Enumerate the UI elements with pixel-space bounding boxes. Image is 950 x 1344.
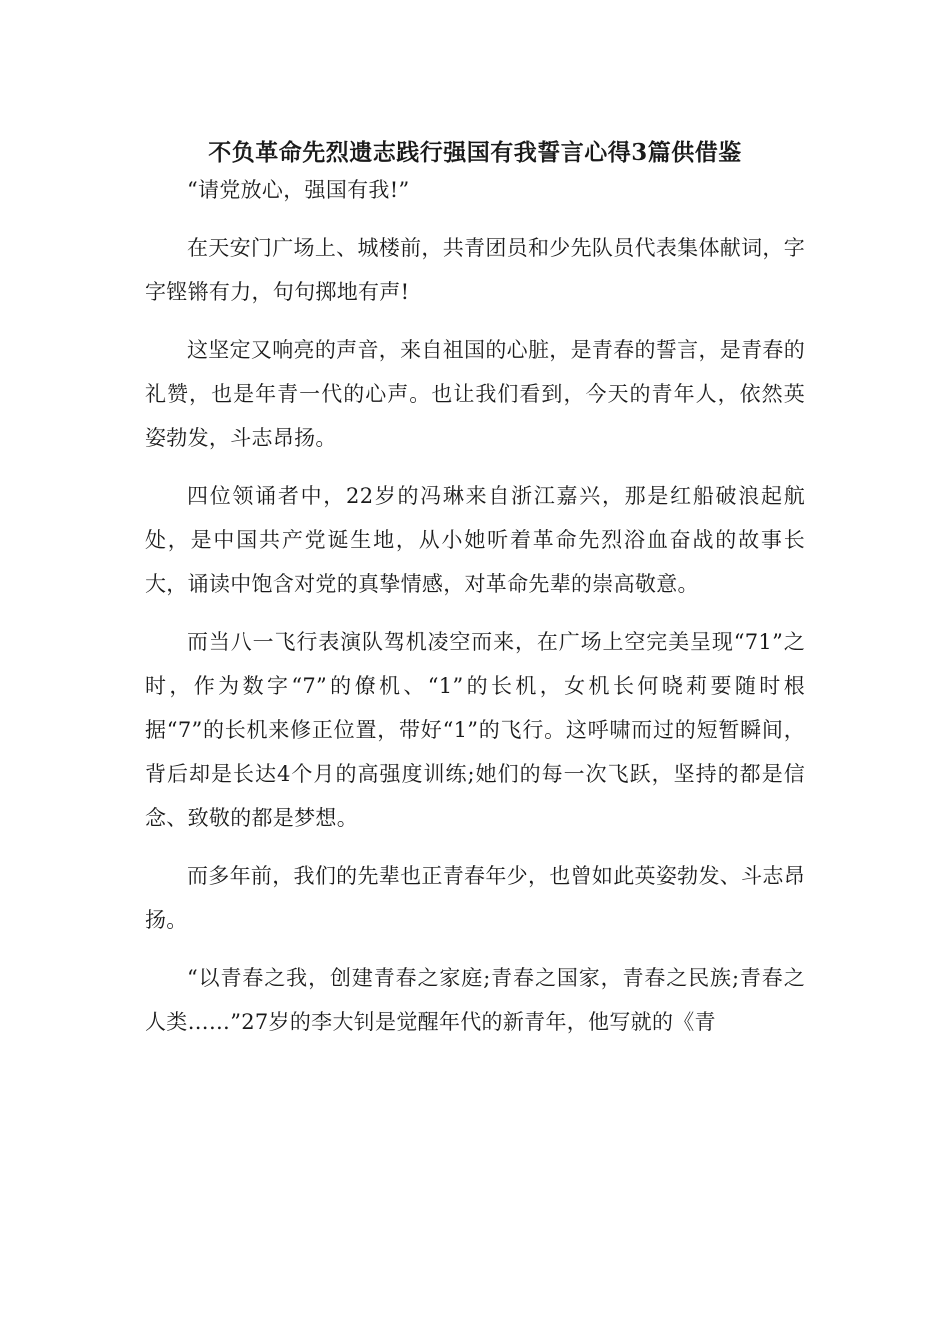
document-body [145, 168, 805, 1044]
paragraph: 在天安门广场上、城楼前，共青团员和少先队员代表集体献词，字字铿锵有力，句句掷地有声! [145, 236, 805, 304]
paragraph: “请党放心，强国有我!” [187, 178, 410, 202]
paragraph: 这坚定又响亮的声音，来自祖国的心脏，是青春的誓言，是青春的礼赞，也是年青一代的心声。也让我们看到，今天的青年人，依然英姿勃发，斗志昂扬。 [145, 338, 805, 450]
document-title: 不负革命先烈遗志践行强国有我誓言心得3篇供借鉴 [208, 139, 742, 166]
paragraph: 四位领诵者中，22岁的冯琳来自浙江嘉兴，那是红船破浪起航处，是中国共产党诞生地，从小她听着革命先烈浴血奋战的故事长大，诵读中饱含对党的真挚情感，对革命先辈的崇高敬意。 [145, 484, 805, 596]
paragraph: 而多年前，我们的先辈也正青春年少，也曾如此英姿勃发、斗志昂扬。 [145, 864, 805, 932]
paragraph: 而当八一飞行表演队驾机凌空而来，在广场上空完美呈现“71”之时，作为数字“7”的僚机、“1”的长机，女机长何晓莉要随时根据“7”的长机来修正位置，带好“1”的飞行。这呼啸而过的短暂瞬间，背后却是长达4个月的高强度训练;她们的每一次飞跃，坚持的都是信念、致敬的都是梦想。 [145, 630, 805, 830]
paragraph: “以青春之我，创建青春之家庭;青春之国家，青春之民族;青春之人类……”27岁的李大钊是觉醒年代的新青年，他写就的《青 [145, 966, 805, 1034]
